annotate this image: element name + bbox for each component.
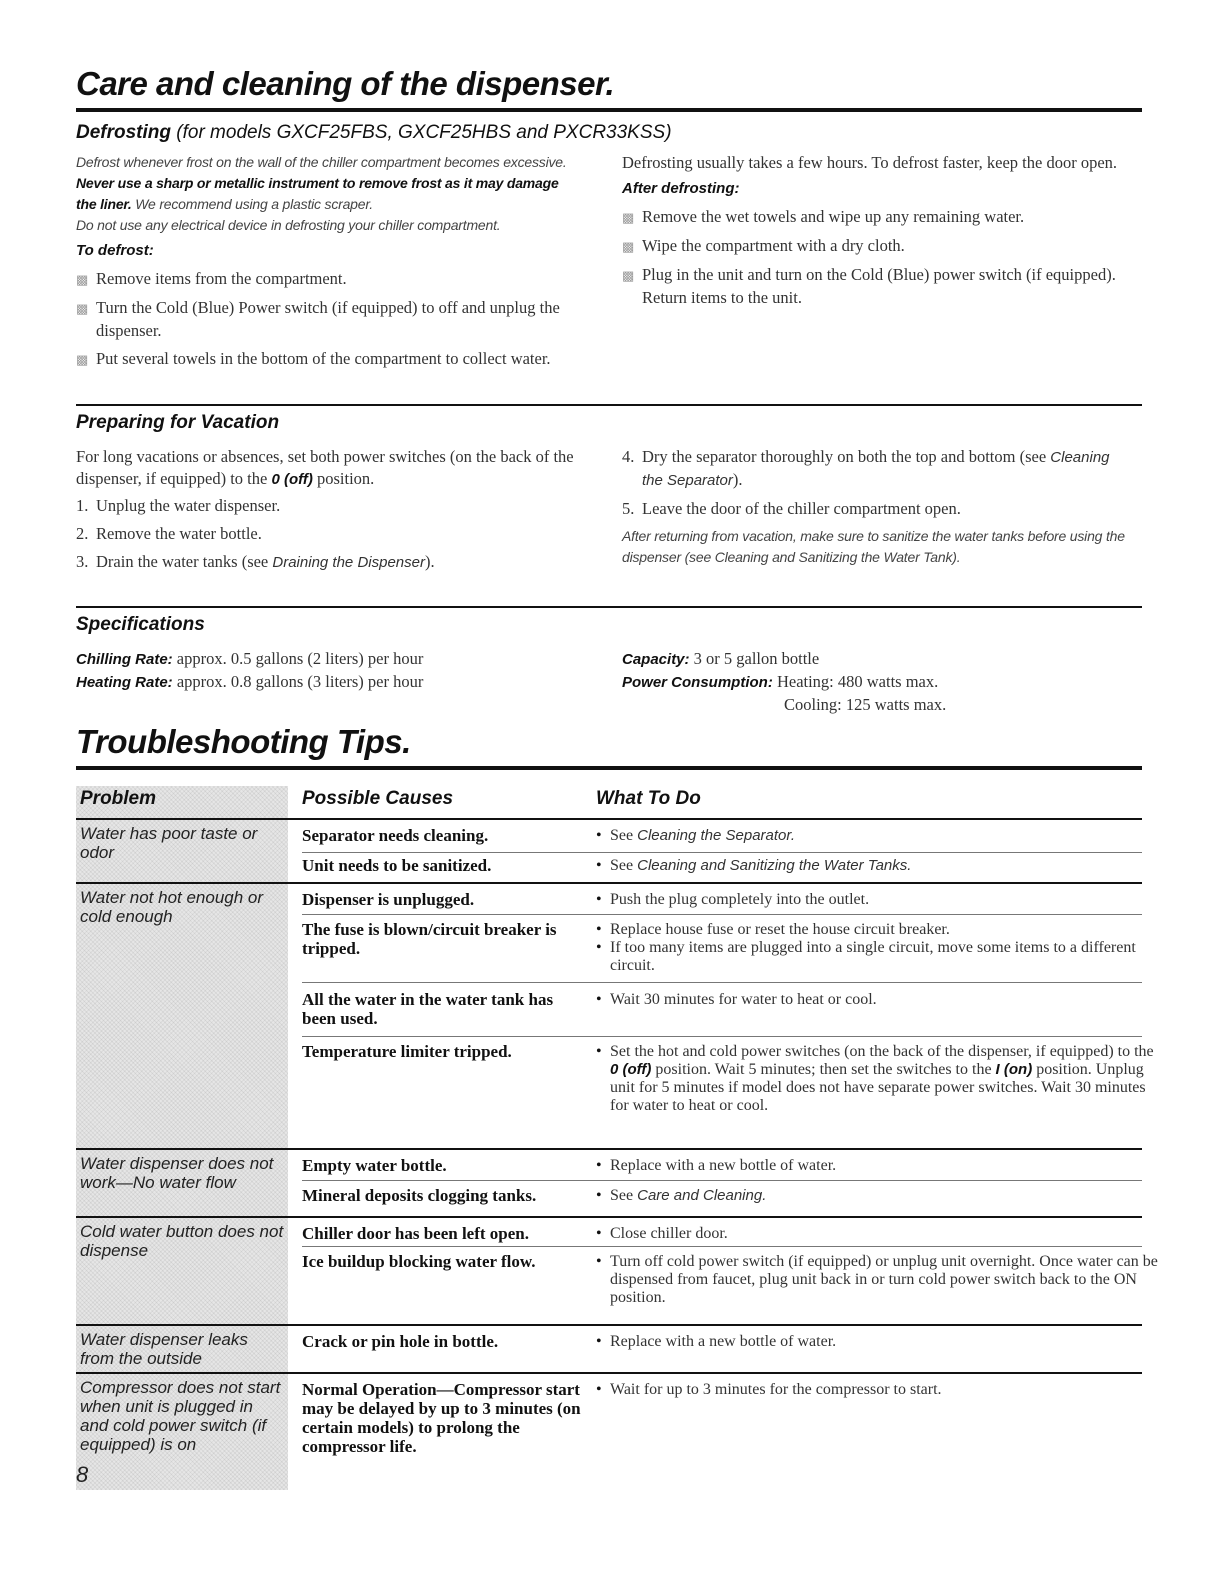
power-cooling: Cooling: 125 watts max. xyxy=(784,695,947,714)
problem-cell: Water has poor taste or odor xyxy=(80,824,258,862)
todo-cell: • Replace with a new bottle of water. xyxy=(596,1333,837,1350)
cause-cell: Unit needs to be sanitized. xyxy=(302,856,492,875)
section-rule xyxy=(76,404,1142,406)
todo-cell: • Wait for up to 3 minutes for the compressor to start. xyxy=(596,1381,942,1398)
specs-left-column xyxy=(76,648,596,694)
vacation-step: 4. Dry the separator thoroughly on both the top and bottom (see Cleaning the Separator). xyxy=(622,447,1110,489)
vacation-left-column xyxy=(76,446,576,580)
cause-cell: Ice buildup blocking water flow. xyxy=(302,1252,536,1271)
vacation-step: 1. Unplug the water dispenser. xyxy=(76,496,281,515)
cause-cell: Normal Operation—Compressor start may be delayed by up to 3 minutes (on certain models) to prolong the compressor life. xyxy=(302,1380,581,1456)
cause-cell: All the water in the water tank has been used. xyxy=(302,990,554,1028)
todo-cell: • Replace house fuse or reset the house circuit breaker. xyxy=(596,921,950,938)
vacation-step: 2. Remove the water bottle. xyxy=(76,524,262,543)
vacation-heading: Preparing for Vacation xyxy=(76,412,280,433)
todo-cell: • See Care and Cleaning. xyxy=(596,1187,767,1204)
chilling-rate: Chilling Rate: approx. 0.5 gallons (2 liters) per hour xyxy=(76,649,424,668)
cause-cell: The fuse is blown/circuit breaker is tripped. xyxy=(302,920,557,958)
cause-cell: Temperature limiter tripped. xyxy=(302,1042,512,1061)
to-defrost-label: To defrost: xyxy=(76,242,154,259)
cause-cell: Separator needs cleaning. xyxy=(302,826,489,845)
power-consumption: Power Consumption: Heating: 480 watts max. xyxy=(622,672,939,691)
page-title: Care and cleaning of the dispenser. xyxy=(76,65,615,102)
defrosting-heading xyxy=(76,122,672,144)
group-rule xyxy=(76,1324,1142,1326)
todo-cell: • Set the hot and cold power switches (on the back of the dispenser, if equipped) to the 0 (off) position. Wait 5 minutes; then set the switches to the I (on) position. Unplug unit for 5 minutes if model does not have separate power switches. Wait 30 minutes for water to heat or cool. xyxy=(596,1043,1154,1114)
problem-cell: Water dispenser does not work—No water flow xyxy=(80,1154,274,1192)
defrost-duration: Defrosting usually takes a few hours. To defrost faster, keep the door open. xyxy=(622,153,1118,172)
defrost-warning: Never use a sharp or metallic instrument to remove frost as it may damage the liner. xyxy=(76,175,559,212)
group-rule xyxy=(76,882,1142,884)
defrost-left-column xyxy=(76,152,576,377)
defrosting-models: (for models GXCF25FBS, GXCF25HBS and PXCR33KSS) xyxy=(176,122,672,143)
todo-cell: • Close chiller door. xyxy=(596,1225,728,1242)
row-divider xyxy=(302,914,1142,915)
group-rule xyxy=(76,1148,1142,1150)
vacation-intro: For long vacations or absences, set both power switches (on the back of the dispenser, if equipped) to the 0 (off) position. xyxy=(76,447,574,488)
vacation-step: 3. Drain the water tanks (see Draining the Dispenser). xyxy=(76,552,435,571)
todo-cell: • If too many items are plugged into a single circuit, move some items to a different circuit. xyxy=(596,939,1136,974)
specifications-heading: Specifications xyxy=(76,614,205,635)
col-header-causes: Possible Causes xyxy=(302,788,454,809)
group-rule xyxy=(76,1372,1142,1374)
row-divider xyxy=(302,1246,1142,1247)
after-defrost-step: ▩ Wipe the compartment with a dry cloth. xyxy=(622,235,1132,258)
troubleshooting-table xyxy=(76,786,1158,1490)
defrost-step: ▩ Put several towels in the bottom of the compartment to collect water. xyxy=(76,348,576,371)
row-divider xyxy=(302,1180,1142,1181)
todo-cell: • See Cleaning and Sanitizing the Water Tanks. xyxy=(596,857,912,874)
cause-cell: Crack or pin hole in bottle. xyxy=(302,1332,499,1351)
header-rule xyxy=(76,818,1142,820)
todo-cell: • Wait 30 minutes for water to heat or cool. xyxy=(596,991,877,1008)
todo-cell: • See Cleaning the Separator. xyxy=(596,827,795,844)
troubleshooting-title: Troubleshooting Tips. xyxy=(76,723,411,760)
specs-right-column xyxy=(622,648,1132,716)
problem-cell: Compressor does not start when unit is plugged in and cold power switch (if equipped) is on xyxy=(80,1378,281,1454)
capacity: Capacity: 3 or 5 gallon bottle xyxy=(622,649,820,668)
cause-cell: Empty water bottle. xyxy=(302,1156,447,1175)
row-divider xyxy=(302,852,1142,853)
defrost-step: ▩ Remove items from the compartment. xyxy=(76,268,576,291)
problem-cell: Water not hot enough or cold enough xyxy=(80,888,264,926)
after-defrost-step: ▩ Plug in the unit and turn on the Cold (Blue) power switch (if equipped). Return items to the unit. xyxy=(622,264,1132,309)
row-divider xyxy=(302,982,1142,983)
todo-cell: • Push the plug completely into the outlet. xyxy=(596,891,870,908)
vacation-right-column xyxy=(622,446,1132,568)
cause-cell: Mineral deposits clogging tanks. xyxy=(302,1186,537,1205)
title-rule xyxy=(76,766,1142,770)
problem-cell: Cold water button does not dispense xyxy=(80,1222,284,1260)
row-divider xyxy=(302,1036,1142,1037)
after-defrost-step: ▩ Remove the wet towels and wipe up any remaining water. xyxy=(622,206,1132,229)
defrost-intro: Defrost whenever frost on the wall of the chiller compartment becomes excessive. Never use a sharp or metallic instrument to remove frost as it may damage the liner. We recommend using a plastic scraper. xyxy=(76,154,567,212)
after-defrosting-label: After defrosting: xyxy=(622,180,740,197)
vacation-step: 5. Leave the door of the chiller compartment open. xyxy=(622,499,961,518)
cause-cell: Chiller door has been left open. xyxy=(302,1224,529,1243)
title-rule xyxy=(76,108,1142,112)
col-header-problem: Problem xyxy=(80,788,157,809)
col-header-todo: What To Do xyxy=(596,788,701,809)
group-rule xyxy=(76,1216,1142,1218)
heating-rate: Heating Rate: approx. 0.8 gallons (3 liters) per hour xyxy=(76,672,424,691)
todo-cell: • Turn off cold power switch (if equipped) or unplug unit overnight. Once water can be dispensed from faucet, plug unit back in or turn cold power switch back to the ON position. xyxy=(596,1253,1158,1306)
vacation-note: After returning from vacation, make sure to sanitize the water tanks before using the dispenser (see Cleaning and Sanitizing the Water Tank). xyxy=(622,528,1125,565)
defrost-electrical-note: Do not use any electrical device in defrosting your chiller compartment. xyxy=(76,217,501,233)
defrost-step: ▩ Turn the Cold (Blue) Power switch (if equipped) to off and unplug the dispenser. xyxy=(76,297,576,342)
todo-cell: • Replace with a new bottle of water. xyxy=(596,1157,837,1174)
cause-cell: Dispenser is unplugged. xyxy=(302,890,475,909)
section-rule xyxy=(76,606,1142,608)
defrosting-title: Defrosting xyxy=(76,122,171,143)
defrost-right-column xyxy=(622,152,1132,315)
page-number: 8 xyxy=(76,1462,89,1487)
problem-cell: Water dispenser leaks from the outside xyxy=(80,1330,248,1368)
